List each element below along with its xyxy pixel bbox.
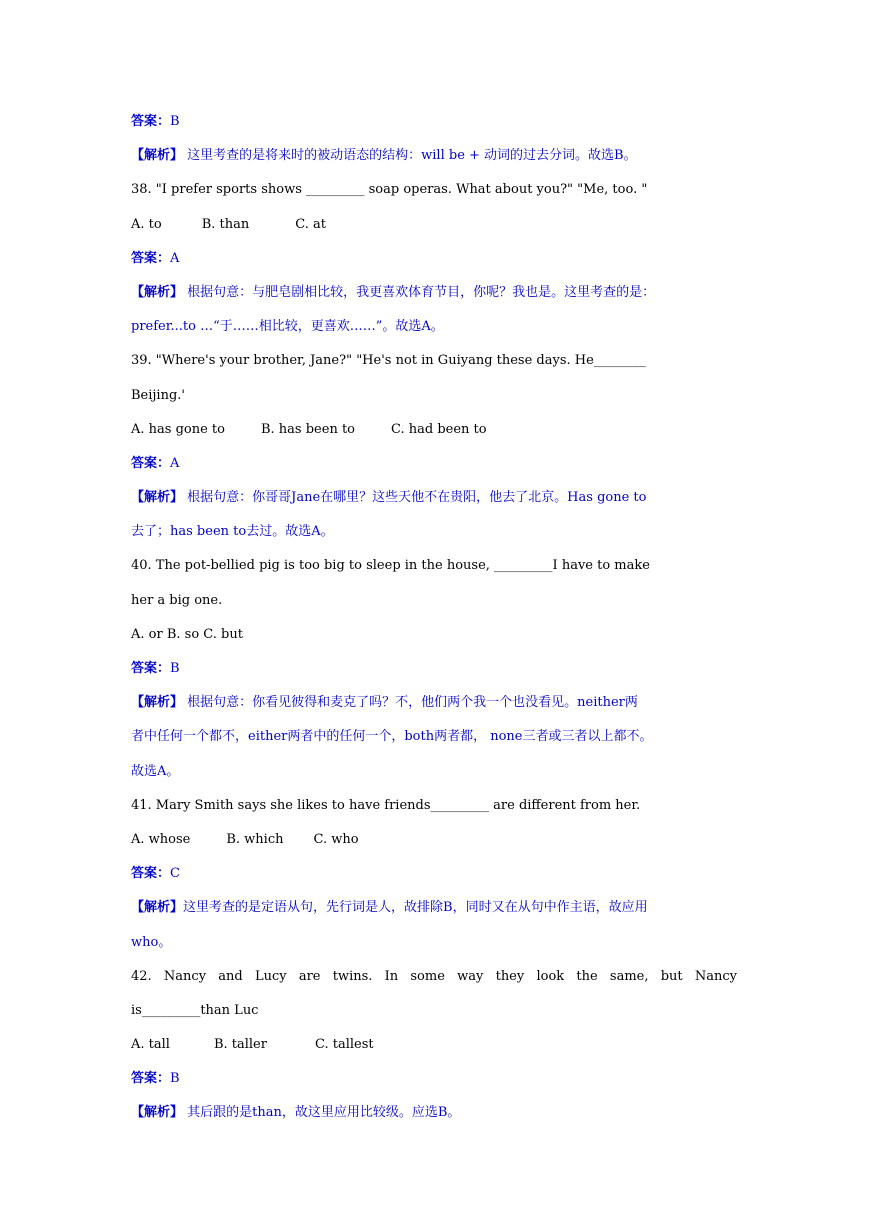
q37-analysis-line <box>131 139 737 173</box>
analysis-label: 【解析】 <box>131 900 184 916</box>
q41-options <box>131 823 737 857</box>
q38-analysis-1: 根据句意：与肥皂剧相比较，我更喜欢体育节目，你呢？我也是。这里考查的是： <box>183 284 656 300</box>
q38-options <box>131 208 737 242</box>
q40-question-line1: 40. The pot-bellied pig is too big to sleep in the house, _________I have to make <box>131 558 650 574</box>
q42-option-c: C. tallest <box>314 1037 374 1053</box>
q42-options <box>131 1028 737 1062</box>
q41-option-c: C. who <box>313 831 359 847</box>
answer-label: 答案： <box>131 114 171 129</box>
q40-analysis-line3: 故选A。 <box>131 763 180 779</box>
q38-analysis-line2: prefer...to …“于……相比较，更喜欢……”。故选A。 <box>131 319 444 335</box>
q41-analysis-line1 <box>131 891 737 925</box>
q41-analysis-1: 这里考查的是定语从句，先行词是人，故排除B，同时又在从句中作主语，故应用 <box>183 900 648 916</box>
q39-question-line2: Beijing.' <box>131 387 185 403</box>
q39-analysis-1: 根据句意：你哥哥Jane在哪里？这些天他不在贵阳，他去了北京。Has gone to <box>183 490 647 506</box>
analysis-label: 【解析】 <box>131 490 184 506</box>
q41-analysis-line2: who。 <box>131 934 172 950</box>
q38-option-a: A. to <box>131 216 162 232</box>
q39-option-c: C. had been to <box>391 421 487 437</box>
q39-question-line1: 39. "Where's your brother, Jane?" "He's not in Guiyang these days. He________ <box>131 353 646 369</box>
q38-analysis-line1 <box>131 276 737 310</box>
analysis-label: 【解析】 <box>131 148 184 164</box>
q41-answer-line <box>131 857 737 891</box>
q41-question: 41. Mary Smith says she likes to have friends_________ are different from her. <box>131 797 641 813</box>
q38-option-c: C. at <box>295 216 326 232</box>
q39-analysis-line1 <box>131 481 737 515</box>
q40-question-line2: her a big one. <box>131 592 223 608</box>
q39-analysis-line2: 去了；has been to去过。故选A。 <box>131 524 334 540</box>
q42-question-line2: is_________than Luc <box>131 1002 259 1018</box>
q42-analysis: 其后跟的是than，故这里应用比较级。应选B。 <box>183 1105 461 1121</box>
q40-analysis-line2: 者中任何一个都不，either两者中的任何一个，both两者都， none三者或三者以上都不。 <box>131 729 653 745</box>
q42-answer-line <box>131 1062 737 1096</box>
q40-answer-line <box>131 652 737 686</box>
q42-question-line1: 42. Nancy and Lucy are twins. In some way they look the same, but Nancy <box>131 968 737 984</box>
analysis-label: 【解析】 <box>131 1105 184 1121</box>
q42-option-b: B. taller <box>213 1037 267 1053</box>
q40-analysis-1: 根据句意：你看见彼得和麦克了吗？不，他们两个我一个也没看见。neither两 <box>183 695 638 711</box>
answer-label: 答案： <box>131 455 171 471</box>
q39-option-a: A. has gone to <box>131 421 225 437</box>
q37-answer-line <box>131 105 737 139</box>
analysis-label: 【解析】 <box>131 284 184 300</box>
q37-analysis: 这里考查的是将来时的被动语态的结构：will be + 动词的过去分词。故选B。 <box>183 148 637 164</box>
q38-answer-line <box>131 242 737 276</box>
q39-options <box>131 413 737 447</box>
q38-question: 38. "I prefer sports shows _________ soap operas. What about you?" "Me, too. " <box>131 182 648 198</box>
q39-option-b: B. has been to <box>260 421 355 437</box>
q38-answer: A <box>170 250 180 266</box>
q40-analysis-line1 <box>131 686 737 720</box>
answer-label: 答案： <box>131 1071 171 1087</box>
q42-answer: B <box>170 1071 180 1087</box>
q39-answer-line <box>131 447 737 481</box>
q40-options: A. or B. so C. but <box>131 626 243 642</box>
document-page <box>131 105 737 1131</box>
q41-option-b: B. which <box>226 831 284 847</box>
q37-answer: B <box>170 114 180 129</box>
q41-answer: C <box>170 866 180 882</box>
q38-option-b: B. than <box>201 216 250 232</box>
q42-analysis-line <box>131 1096 737 1130</box>
q39-answer: A <box>170 455 180 471</box>
answer-label: 答案： <box>131 866 171 882</box>
q42-option-a: A. tall <box>131 1037 170 1053</box>
q41-option-a: A. whose <box>131 831 191 847</box>
analysis-label: 【解析】 <box>131 695 184 711</box>
answer-label: 答案： <box>131 250 171 266</box>
answer-label: 答案： <box>131 661 171 676</box>
q40-answer: B <box>170 661 180 676</box>
